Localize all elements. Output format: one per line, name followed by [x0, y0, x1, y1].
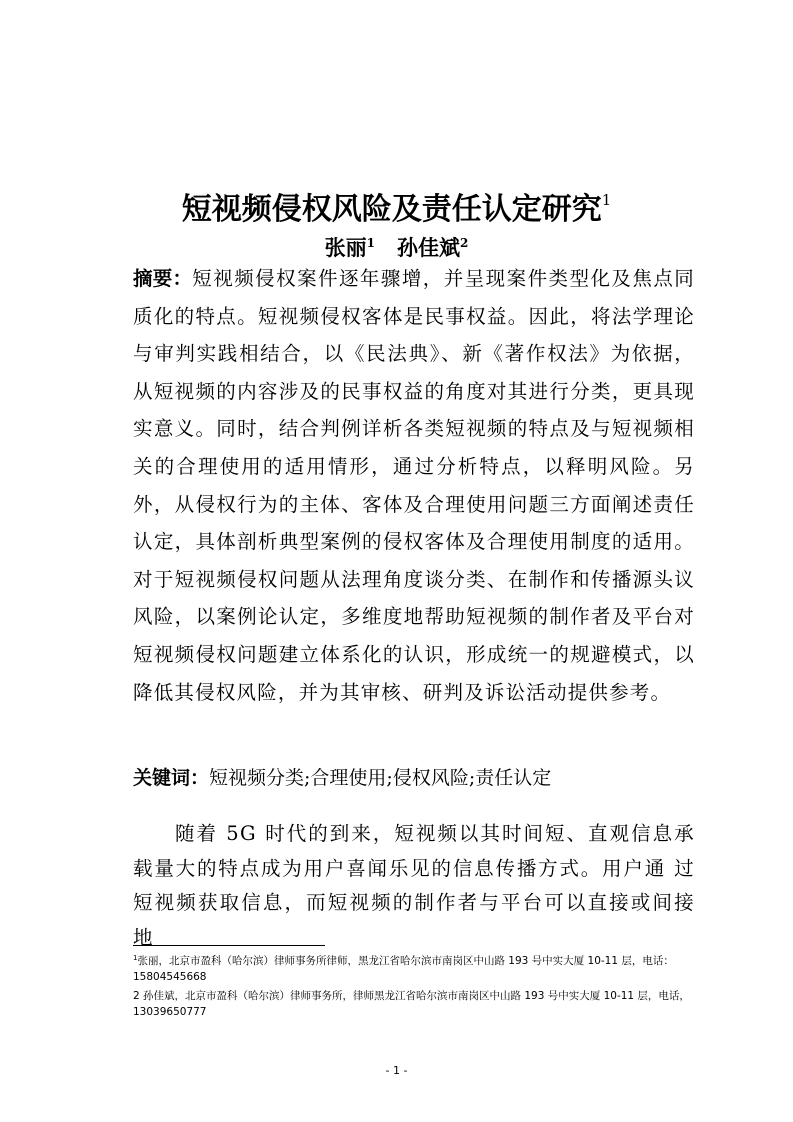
abstract-text: 短视频侵权案件逐年骤增，并呈现案件类型化及焦点同质化的特点。短视频侵权客体是民事权益。因此，将法学理论与审判实践相结合，以《民法典》、新《著作权法》为依据，从短视频的内容涉及的民事权益的角度对其进行分类，更具现实意义。同时，结合判例详析各类短视频的特点及与短视频相关的合理使用的适用情形，通过分析特点，以释明风险。另外，从侵权行为的主体、客体及合理使用问题三方面阐述责任认定，具体剖析典型案例的侵权客体及合理使用制度的适用。对于短视频侵权问题从法理角度谈分类、在制作和传播源头议风险，以案例论认定，多维度地帮助短视频的制作者及平台对短视频侵权问题建立体系化的认识，形成统一的规避模式，以降低其侵权风险，并为其审核、研判及诉讼活动提供参考。: [133, 267, 695, 704]
footnote-divider: [133, 945, 325, 946]
body-paragraph: 随着 5G 时代的到来，短视频以其时间短、直观信息承载量大的特点成为用户喜闻乐见的信息传播方式。用户通 过短视频获取信息，而短视频的制作者与平台可以直接或间接地: [133, 822, 695, 949]
footnote-text: 张丽，北京市盈科（哈尔滨）律师事务所律师，黑龙江省哈尔滨市南岗区中山路 193 号中实大厦 10-11 层，电话：15804545668: [133, 955, 674, 983]
author-footnote-mark: 2: [460, 236, 469, 250]
footnote-item: [133, 988, 695, 1020]
keywords-text: 短视频分类;合理使用;侵权风险;责任认定: [209, 767, 552, 789]
abstract-section: [133, 260, 695, 711]
author-footnote-mark: 1: [366, 236, 375, 250]
author-name: 张丽: [324, 235, 367, 260]
footnote-text: 孙佳斌，北京市盈科（哈尔滨）律师事务所，律师黑龙江省哈尔滨市南岗区中山路 193 号中实大厦 10-11 层，电话，13039650777: [133, 990, 690, 1018]
paper-title-text: 短视频侵权风险及责任认定研究: [181, 192, 602, 227]
footnote-item: [133, 950, 695, 985]
author-name: 孙佳斌: [397, 235, 460, 260]
footnote-mark: 1: [133, 954, 138, 962]
author-line: [0, 228, 793, 263]
footnote-mark: 2: [133, 990, 140, 1002]
footnotes-section: [133, 950, 695, 1023]
abstract-label: 摘要：: [133, 267, 193, 290]
page-number: - 1 -: [385, 1064, 408, 1077]
title-footnote-mark: 1: [601, 191, 612, 209]
paper-title: [0, 180, 793, 230]
keywords-section: [133, 762, 695, 794]
keywords-label: 关键词：: [133, 767, 210, 789]
